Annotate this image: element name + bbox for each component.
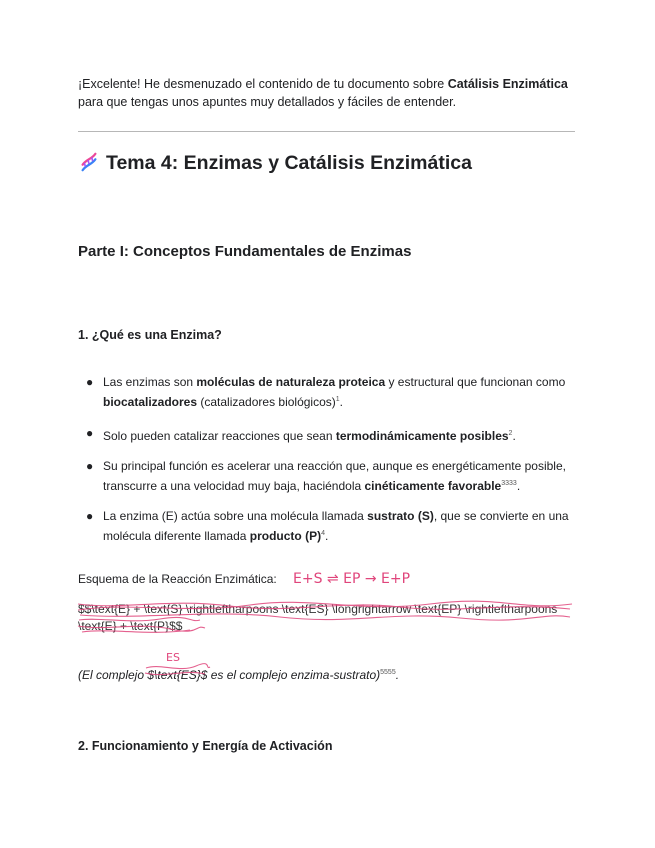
dna-icon <box>78 151 100 173</box>
caption-period: . <box>395 668 400 682</box>
footnote-ref: 1 <box>335 396 340 403</box>
text-run: y estructural que funcionan como <box>385 375 566 389</box>
caption <box>78 664 399 684</box>
text-run: (catalizadores biológicos) <box>197 395 336 409</box>
text-run: Las enzimas son <box>103 375 197 389</box>
bullet-dot: ● <box>86 426 94 440</box>
horizontal-rule <box>78 131 575 132</box>
section-heading-2: 2. Funcionamiento y Energía de Activación <box>78 739 333 753</box>
intro-text: ¡Excelente! He desmenuzado el contenido de tu documento sobre <box>78 77 448 91</box>
section-heading-1: 1. ¿Qué es una Enzima? <box>78 328 222 342</box>
text-run: Solo pueden catalizar reacciones que sean <box>103 429 336 443</box>
caption-text-end: es el complejo enzima-sustrato) <box>207 668 381 682</box>
intro-paragraph <box>78 75 578 111</box>
bold-run: biocatalizadores <box>103 395 198 409</box>
intro-text-end: para que tengas unos apuntes muy detallados y fáciles de entender. <box>78 95 457 109</box>
period: . <box>324 529 329 543</box>
scheme-label: Esquema de la Reacción Enzimática: <box>78 572 277 586</box>
bullet-dot: ● <box>86 459 94 473</box>
footnote-ref: 3333 <box>501 480 517 487</box>
footnote-ref: 2 <box>508 430 513 437</box>
caption-text: (El complejo <box>78 668 148 682</box>
bold-run: producto (P) <box>249 529 322 543</box>
period: . <box>516 479 521 493</box>
bullet-dot: ● <box>86 375 94 389</box>
bold-run: sustrato (S) <box>367 509 434 523</box>
part-heading: Parte I: Conceptos Fundamentales de Enzimas <box>78 243 412 260</box>
latex-equation: $$\text{E} + \text{S} \rightleftharpoons \text{ES} \longrightarrow \text{EP} \rightleftharpoons \text{E} + \text{P}$$ <box>78 602 558 633</box>
bold-run: moléculas de naturaleza proteica <box>196 375 386 389</box>
page-title-text: Tema 4: Enzimas y Catálisis Enzimática <box>106 152 472 174</box>
list-item-text <box>103 425 573 445</box>
text-run: , que se convierte en una molécula diferente llamada <box>103 509 569 543</box>
period: . <box>512 429 516 443</box>
handwritten-es: ES <box>166 651 180 664</box>
list-item-text <box>103 374 573 411</box>
text-run: La enzima (E) actúa sobre una molécula llamada <box>103 509 368 523</box>
caption-code: $\text{ES}$ <box>147 668 208 682</box>
page-title <box>78 150 472 176</box>
list-item-text <box>103 508 573 545</box>
footnote-ref: 4 <box>321 530 325 537</box>
list-item-text <box>103 458 573 495</box>
text-run: Su principal función es acelerar una reacción que, aunque es energéticamente posible, transcurre a una velocidad muy baja, haciéndola <box>103 459 566 493</box>
period: . <box>339 395 344 409</box>
bold-run: cinéticamente favorable <box>364 479 502 493</box>
footnote-ref: 5555 <box>380 669 396 676</box>
intro-bold: Catálisis Enzimática <box>447 77 568 91</box>
handwritten-reaction: E+S ⇌ EP → E+P <box>293 571 411 587</box>
bullet-dot: ● <box>86 509 94 523</box>
bold-run: termodinámicamente posibles <box>335 429 509 443</box>
